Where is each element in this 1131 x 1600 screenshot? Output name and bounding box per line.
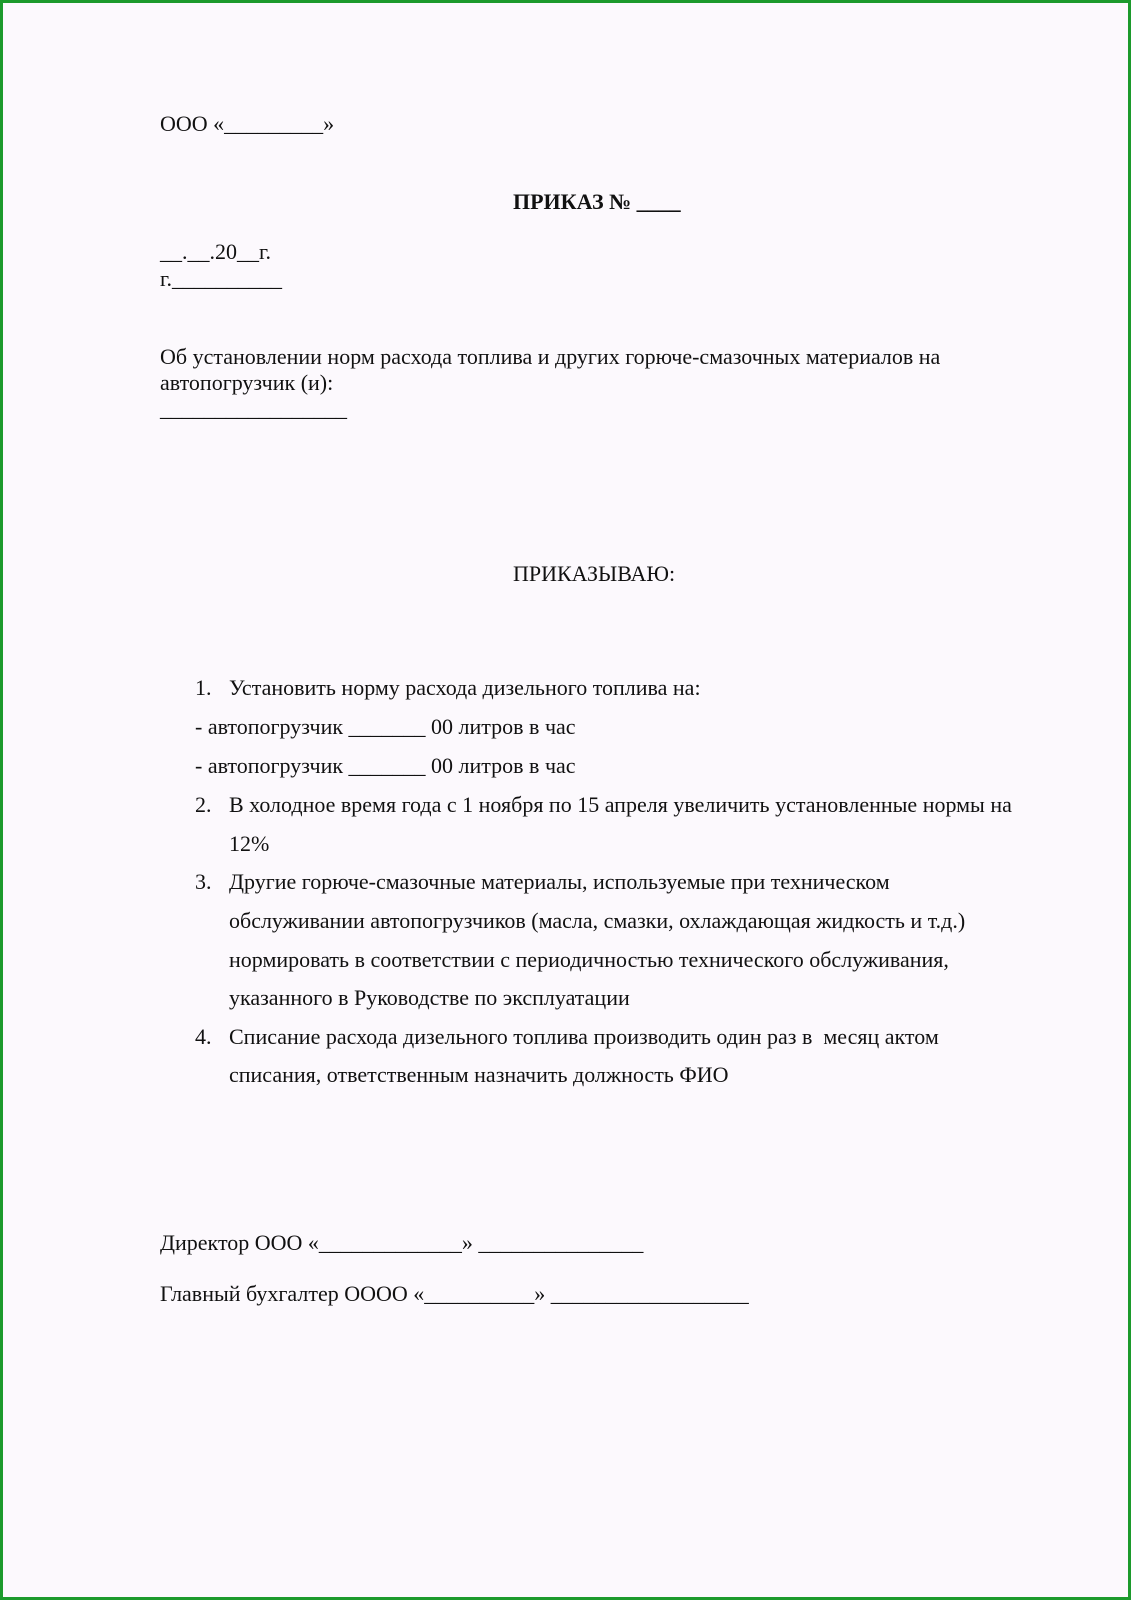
subject-line-2: автопогрузчик (и): <box>160 370 334 395</box>
item-3-line-1: Другие горюче-смазочные материалы, используемые при техническом <box>229 869 890 894</box>
item-1-sub-1: - автопогрузчик _______ 00 литров в час <box>195 714 576 739</box>
order-city: г.__________ <box>160 266 283 291</box>
director-signature: Директор ООО «_____________» _______________ <box>160 1230 644 1255</box>
order-word: ПРИКАЗЫВАЮ: <box>513 561 676 586</box>
item-3-number: 3. <box>195 869 212 894</box>
item-3-line-4: указанного в Руководстве по эксплуатации <box>229 985 630 1010</box>
subject-line-1: Об установлении норм расхода топлива и других горюче-смазочных материалов на <box>160 344 941 369</box>
item-3-line-2: обслуживании автопогрузчиков (масла, смазки, охлаждающая жидкость и т.д.) <box>229 908 966 933</box>
item-1-sub-2: - автопогрузчик _______ 00 литров в час <box>195 753 576 778</box>
order-date: __.__.20__г. <box>160 239 272 264</box>
accountant-signature: Главный бухгалтер ОООО «__________» __________________ <box>160 1281 749 1306</box>
item-2-number: 2. <box>195 792 212 817</box>
company-name: ООО «_________» <box>160 111 335 136</box>
subject-line-3: _________________ <box>160 396 347 421</box>
item-1-number: 1. <box>195 675 212 700</box>
item-4-line-1: Списание расхода дизельного топлива производить один раз в месяц актом <box>229 1024 939 1049</box>
item-4-number: 4. <box>195 1024 212 1049</box>
item-2-line-1: В холодное время года с 1 ноября по 15 апреля увеличить установленные нормы на <box>229 792 1012 817</box>
item-2-line-2: 12% <box>229 831 270 856</box>
order-title: ПРИКАЗ № ____ <box>513 189 681 214</box>
item-1-text: Установить норму расхода дизельного топлива на: <box>229 675 701 700</box>
item-4-line-2: списания, ответственным назначить должность ФИО <box>229 1062 729 1087</box>
item-3-line-3: нормировать в соответствии с периодичностью технического обслуживания, <box>229 947 949 972</box>
